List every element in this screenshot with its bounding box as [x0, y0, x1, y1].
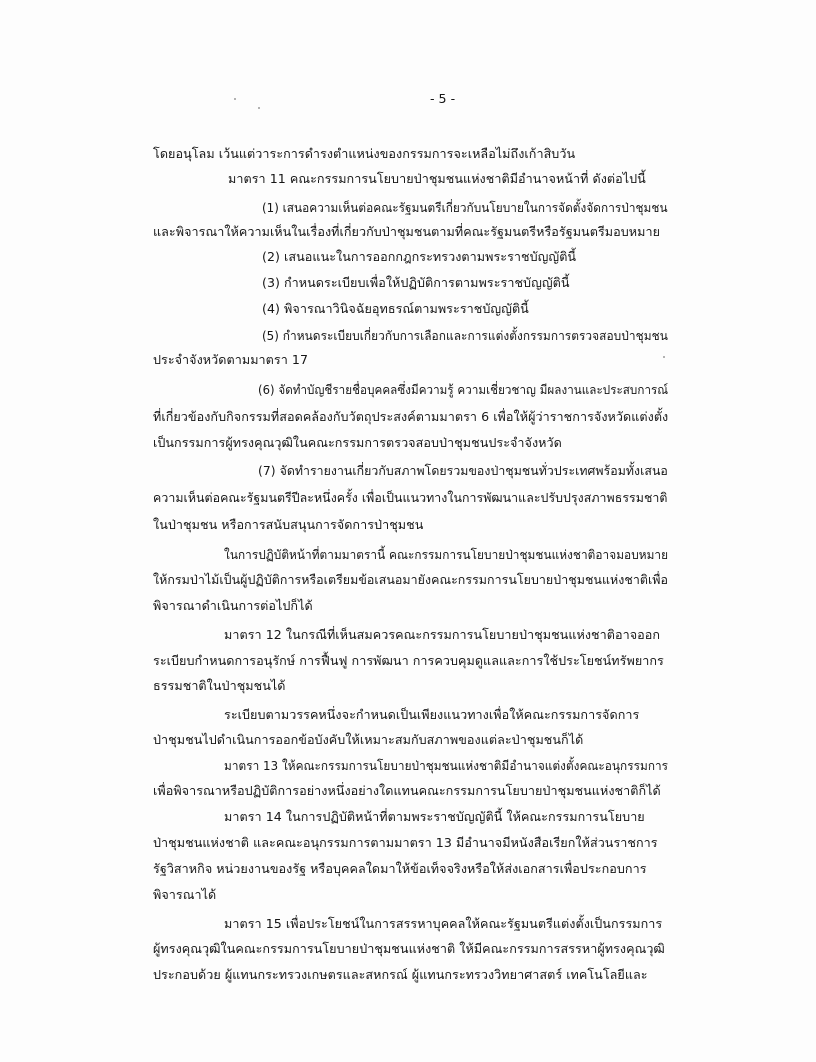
text-line: ความเห็นต่อคณะรัฐมนตรีปีละหนึ่งครั้ง เพื่อเป็นแนวทางในการพัฒนาและปรับปรุงสภาพธรรมชาติ — [153, 490, 668, 505]
text-line: และพิจารณาให้ความเห็นในเรื่องที่เกี่ยวกับป่าชุมชนตามที่คณะรัฐมนตรีหรือรัฐมนตรีมอบหมาย — [153, 224, 661, 239]
text-line: มาตรา 14 ในการปฏิบัติหน้าที่ตามพระราชบัญญัตินี้ ให้คณะกรรมการนโยบาย — [224, 809, 645, 824]
text-line: ในการปฏิบัติหน้าที่ตามมาตรานี้ คณะกรรมการนโยบายป่าชุมชนแห่งชาติอาจมอบหมาย — [224, 547, 669, 562]
text-line: ระเบียบกำหนดการอนุรักษ์ การฟื้นฟู การพัฒนา การควบคุมดูแลและการใช้ประโยชน์ทรัพยากร — [153, 653, 664, 668]
text-line: ประกอบด้วย ผู้แทนกระทรวงเกษตรและสหกรณ์ ผู้แทนกระทรวงวิทยาศาสตร์ เทคโนโลยีและ — [153, 967, 648, 982]
text-line: พิจารณาดำเนินการต่อไปก็ได้ — [153, 598, 313, 613]
text-line: มาตรา 13 ให้คณะกรรมการนโยบายป่าชุมชนแห่งชาติมีอำนาจแต่งตั้งคณะอนุกรรมการ — [224, 758, 669, 773]
text-line: ผู้ทรงคุณวุฒิในคณะกรรมการนโยบายป่าชุมชนแห่งชาติ ให้มีคณะกรรมการสรรหาผู้ทรงคุณวุฒิ — [153, 941, 665, 956]
text-line: มาตรา 12 ในกรณีที่เห็นสมควรคณะกรรมการนโยบายป่าชุมชนแห่งชาติอาจออก — [224, 627, 661, 642]
text-line: ประจำจังหวัดตามมาตรา 17 — [153, 352, 309, 367]
text-line: ในป่าชุมชน หรือการสนับสนุนการจัดการป่าชุมชน — [153, 517, 424, 532]
text-line: ป่าชุมชนไปดำเนินการออกข้อบังคับให้เหมาะสมกับสภาพของแต่ละป่าชุมชนก็ได้ — [153, 732, 584, 747]
text-line: (5) กำหนดระเบียบเกี่ยวกับการเลือกและการแต่งตั้งกรรมการตรวจสอบป่าชุมชน — [262, 328, 668, 343]
text-line: มาตรา 11 คณะกรรมการนโยบายป่าชุมชนแห่งชาติมีอำนาจหน้าที่ ดังต่อไปนี้ — [228, 171, 646, 186]
text-line: (1) เสนอความเห็นต่อคณะรัฐมนตรีเกี่ยวกับนโยบายในการจัดตั้งจัดการป่าชุมชน — [262, 200, 668, 215]
text-line: (3) กำหนดระเบียบเพื่อให้ปฏิบัติการตามพระราชบัญญัตินี้ — [262, 275, 570, 290]
page-number: - 5 - — [430, 91, 456, 106]
text-line: ระเบียบตามวรรคหนึ่งจะกำหนดเป็นเพียงแนวทางเพื่อให้คณะกรรมการจัดการ — [224, 707, 640, 722]
text-line: ให้กรมป่าไม้เป็นผู้ปฏิบัติการหรือเตรียมข้อเสนอมายังคณะกรรมการนโยบายป่าชุมชนแห่งชาติเพื่อ — [153, 572, 669, 587]
text-line: มาตรา 15 เพื่อประโยชน์ในการสรรหาบุคคลให้คณะรัฐมนตรีแต่งตั้งเป็นกรรมการ — [224, 916, 663, 931]
text-line: (2) เสนอแนะในการออกกฎกระทรวงตามพระราชบัญญัตินี้ — [262, 249, 577, 264]
text-line: เพื่อพิจารณาหรือปฏิบัติการอย่างหนึ่งอย่างใดแทนคณะกรรมการนโยบายป่าชุมชนแห่งชาติก็ได้ — [153, 783, 661, 798]
scan-speck — [234, 98, 236, 100]
text-line: ธรรมชาติในป่าชุมชนได้ — [153, 678, 286, 693]
text-line: รัฐวิสาหกิจ หน่วยงานของรัฐ หรือบุคคลใดมาให้ข้อเท็จจริงหรือให้ส่งเอกสารเพื่อประกอบการ — [153, 861, 647, 876]
text-line: (4) พิจารณาวินิจฉัยอุทธรณ์ตามพระราชบัญญัตินี้ — [262, 301, 529, 316]
text-line: (7) จัดทำรายงานเกี่ยวกับสภาพโดยรวมของป่าชุมชนทั่วประเทศพร้อมทั้งเสนอ — [258, 463, 668, 478]
text-line: (6) จัดทำบัญชีรายชื่อบุคคลซึ่งมีความรู้ ความเชี่ยวชาญ มีผลงานและประสบการณ์ — [258, 382, 669, 397]
text-line: พิจารณาได้ — [153, 887, 217, 902]
text-line: ป่าชุมชนแห่งชาติ และคณะอนุกรรมการตามมาตรา 13 มีอำนาจมีหนังสือเรียกให้ส่วนราชการ — [153, 835, 658, 850]
scan-speck — [258, 107, 260, 109]
text-line: โดยอนุโลม เว้นแต่วาระการดำรงตำแหน่งของกรรมการจะเหลือไม่ถึงเก้าสิบวัน — [153, 146, 576, 161]
text-line: เป็นกรรมการผู้ทรงคุณวุฒิในคณะกรรมการตรวจสอบป่าชุมชนประจำจังหวัด — [153, 435, 562, 450]
text-line: ที่เกี่ยวข้องกับกิจกรรมที่สอดคล้องกับวัตถุประสงค์ตามมาตรา 6 เพื่อให้ผู้ว่าราชการจังหวัดแต่งตั้ง — [153, 409, 669, 424]
scan-speck — [663, 356, 665, 358]
